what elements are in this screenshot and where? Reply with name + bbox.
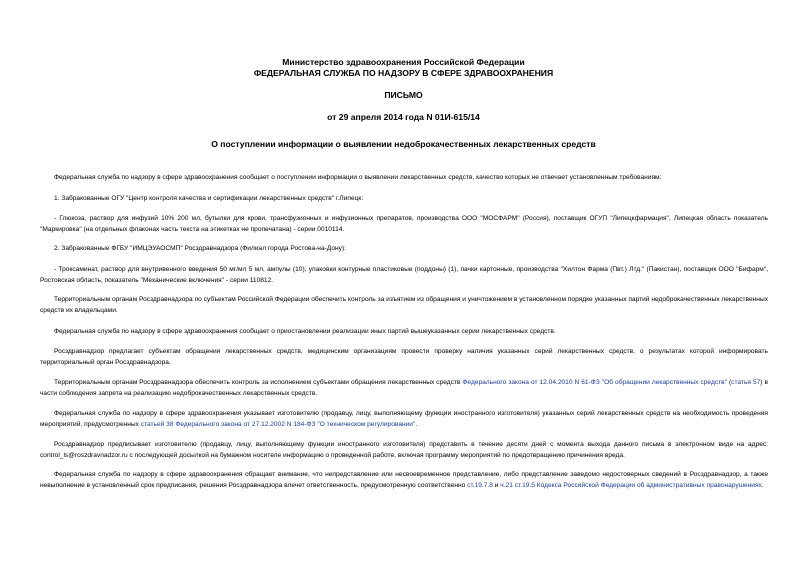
paragraph-verification: Росздравнадзор предлагает субъектам обращения лекарственных средств, медицинским организациям провести проверку наличия указанных серий лекарственных средств, о результатах которой информировать территориальный орган Росздравнадзора. [40, 348, 768, 367]
paragraph-item-1-detail: - Глюкоза, раствор для инфузий 10% 200 мл, бутылки для крови, трансфузионных и инфузионных препаратов, производства ООО "МОСФАРМ" (Россия), поставщик ОГУП "Липецкфармация", Липецкая область показатель "Маркировка" (на отдельных флаконах часть текста на этикетках не пропечатана) - серии 0010114. [40, 215, 768, 234]
text-segment: ) в части соблюдения запрета на реализацию недоброкачественных лекарственных средств. [40, 379, 768, 398]
link-administrative-code-19-5[interactable]: ч.21 ст.19.5 Кодекса Российской Федерации об административных правонарушениях [500, 482, 762, 490]
paragraph-item-2: 2. Забракованные ФГБУ "ИМЦЭУАОСМП" Росздравнадзора (Филиал города Ростова-на-Дону): [54, 245, 346, 252]
text-segment: ( [726, 379, 732, 386]
link-federal-law-61[interactable]: Федерального закона от 12.04.2010 N 61-ФЗ "Об обращении лекарственных средств" [462, 379, 727, 386]
link-article-19-7-8[interactable]: ст.19.7.8 [467, 482, 493, 490]
paragraph-suspension: Федеральная служба по надзору в сфере здравоохранения сообщает о приостановлении реализации иных партий вышеуказанных серии лекарственных средств. [54, 328, 556, 335]
text-segment: и [492, 482, 501, 490]
text-segment: Федеральная служба по надзору в сфере здравоохранения обращает внимание, что непредставление или несвоевременное представление, либо представление заведомо недостоверных сведений в Росздравнадзор, а также невыполнение в установленный срок предписания, решения Росздравнадзора влечет ответственность, предусмотренную соответственно [40, 471, 768, 490]
text-segment: . [415, 421, 418, 429]
agency-name: ФЕДЕРАЛЬНАЯ СЛУЖБА ПО НАДЗОРУ В СФЕРЕ ЗДРАВООХРАНЕНИЯ [253, 68, 554, 78]
text-segment: . [761, 482, 764, 490]
paragraph-item-1: 1. Забракованные ОГУ "Центр контроля качества и сертификации лекарственных средств" г.Липецк: [54, 195, 364, 202]
document-date: от 29 апреля 2014 года N 01И-615/14 [327, 112, 480, 122]
paragraph-item-2-detail: - Троксаминат, раствор для внутривенного введения 50 мг/мл 5 мл, ампулы (10), упаковки контурные пластиковые (поддоны) (1), пачки картонные, производства "Хилтон Фарма (Пвт.) Лтд." (Пакистан), поставщик ООО "Бифарм", Ростовская область, показатель "Механические включения" - серии 110812. [40, 266, 768, 285]
ministry-name: Министерство здравоохранения Российской Федерации [282, 57, 525, 67]
text-segment: Федеральная служба по надзору в сфере здравоохранения указывает изготовителю (продавцу, лицу, выполняющему функции иностранного изготовителя) указанных серий лекарственных средств на необходимость проведения мероприятий, предусмотренных [40, 410, 768, 429]
paragraph-intro: Федеральная служба по надзору в сфере здравоохранения сообщает о поступлении информации о выявлении лекарственных средств, качество которых не отвечает установленным требованиям: [54, 174, 662, 181]
text-segment: Территориальным органам Росздравнадзора обеспечить контроль за исполнением субъектами обращения лекарственных средств [54, 379, 463, 386]
paragraph-manufacturer-measures [40, 408, 768, 430]
document-title: О поступлении информации о выявлении недоброкачественных лекарственных средств [211, 139, 596, 149]
paragraph-liability [40, 469, 768, 491]
document-type: ПИСЬМО [384, 90, 423, 100]
link-article-57[interactable]: статья 57 [731, 379, 761, 386]
paragraph-reporting: Росздравнадзор предписывает изготовителю (продавцу, лицу, выполняющему функции иностранного изготовителя) представить в течение десяти дней с момента выхода данного письма в электронном виде на адрес: control_ls@roszdravnadzor.ru с последующей досылкой на бумажном носителе информацию о проведенной работе, включая программу мероприятий по предотвращению причинения вреда. [40, 441, 768, 460]
paragraph-law-control [40, 377, 768, 399]
paragraph-territorial-control: Территориальным органам Росздравнадзора по субъектам Российской Федерации обеспечить контроль за изъятием из обращения и уничтожением в установленном порядке указанных партий недоброкачественных лекарственных средств их владельцами. [40, 296, 768, 315]
link-federal-law-184-article-38[interactable]: статьей 38 Федерального закона от 27.12.2002 N 184-ФЗ "О техническом регулировании" [140, 421, 416, 429]
